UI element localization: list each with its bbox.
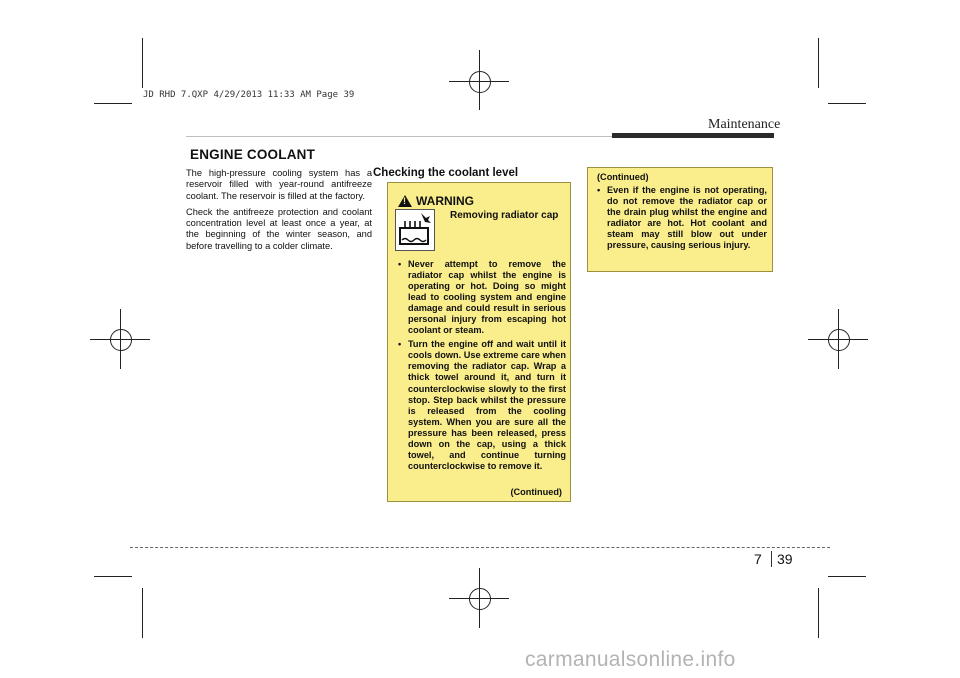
list-item: • Never attempt to remove the radiator cap whilst the engine is operating or hot. Doing so might lead to cooling system and engine damage and could result in serious personal injury from escaping hot coolant or steam. xyxy=(398,259,566,336)
watermark: carmanualsonline.info xyxy=(525,648,736,671)
body-paragraph: Check the antifreeze protection and coolant concentration level at least once a year, at the beginning of the winter season, and before travelling to a colder climate. xyxy=(186,206,372,251)
body-text xyxy=(186,168,372,257)
list-item: • Even if the engine is not operating, do not remove the radiator cap or the drain plug whilst the engine and radiator are hot. Hot coolant and steam may still blow out under pressure, causing serious injury. xyxy=(597,185,767,251)
printer-header: JD RHD 7.QXP 4/29/2013 11:33 AM Page 39 xyxy=(143,90,355,100)
body-paragraph: The high-pressure cooling system has a reservoir filled with year-round antifreeze coolant. The reservoir is filled at the factory. xyxy=(186,168,372,201)
section-label: Maintenance xyxy=(708,117,781,132)
page-number-divider xyxy=(771,551,772,567)
page-title: ENGINE COOLANT xyxy=(190,147,316,162)
warning-triangle-icon xyxy=(398,195,412,207)
chapter-number: 7 xyxy=(754,551,762,567)
continued-warning-box xyxy=(587,167,773,272)
continued-label: (Continued) xyxy=(510,487,562,497)
list-item: • Turn the engine off and wait until it cools down. Use extreme care when removing the radiator cap. Wrap a thick towel around it, and turn it counterclockwise slowly to the first stop. Step back whilst the pressure is released from the cooling system. When you are sure all the pressure has been released, press down on the cap, using a thick towel, and continue turning counterclockwise to remove it. xyxy=(398,339,566,472)
hot-coolant-icon xyxy=(395,209,435,251)
warning-subtitle: Removing radiator cap xyxy=(450,210,559,221)
continued-list xyxy=(597,185,767,251)
warning-list xyxy=(398,259,566,475)
warning-box xyxy=(387,182,571,502)
warning-label: WARNING xyxy=(416,194,474,208)
continued-title: (Continued) xyxy=(597,172,649,182)
header-bar xyxy=(612,133,774,138)
warning-header xyxy=(398,194,474,208)
footer-rule xyxy=(130,547,830,548)
page-number: 39 xyxy=(777,551,793,567)
section-subtitle: Checking the coolant level xyxy=(373,167,519,179)
